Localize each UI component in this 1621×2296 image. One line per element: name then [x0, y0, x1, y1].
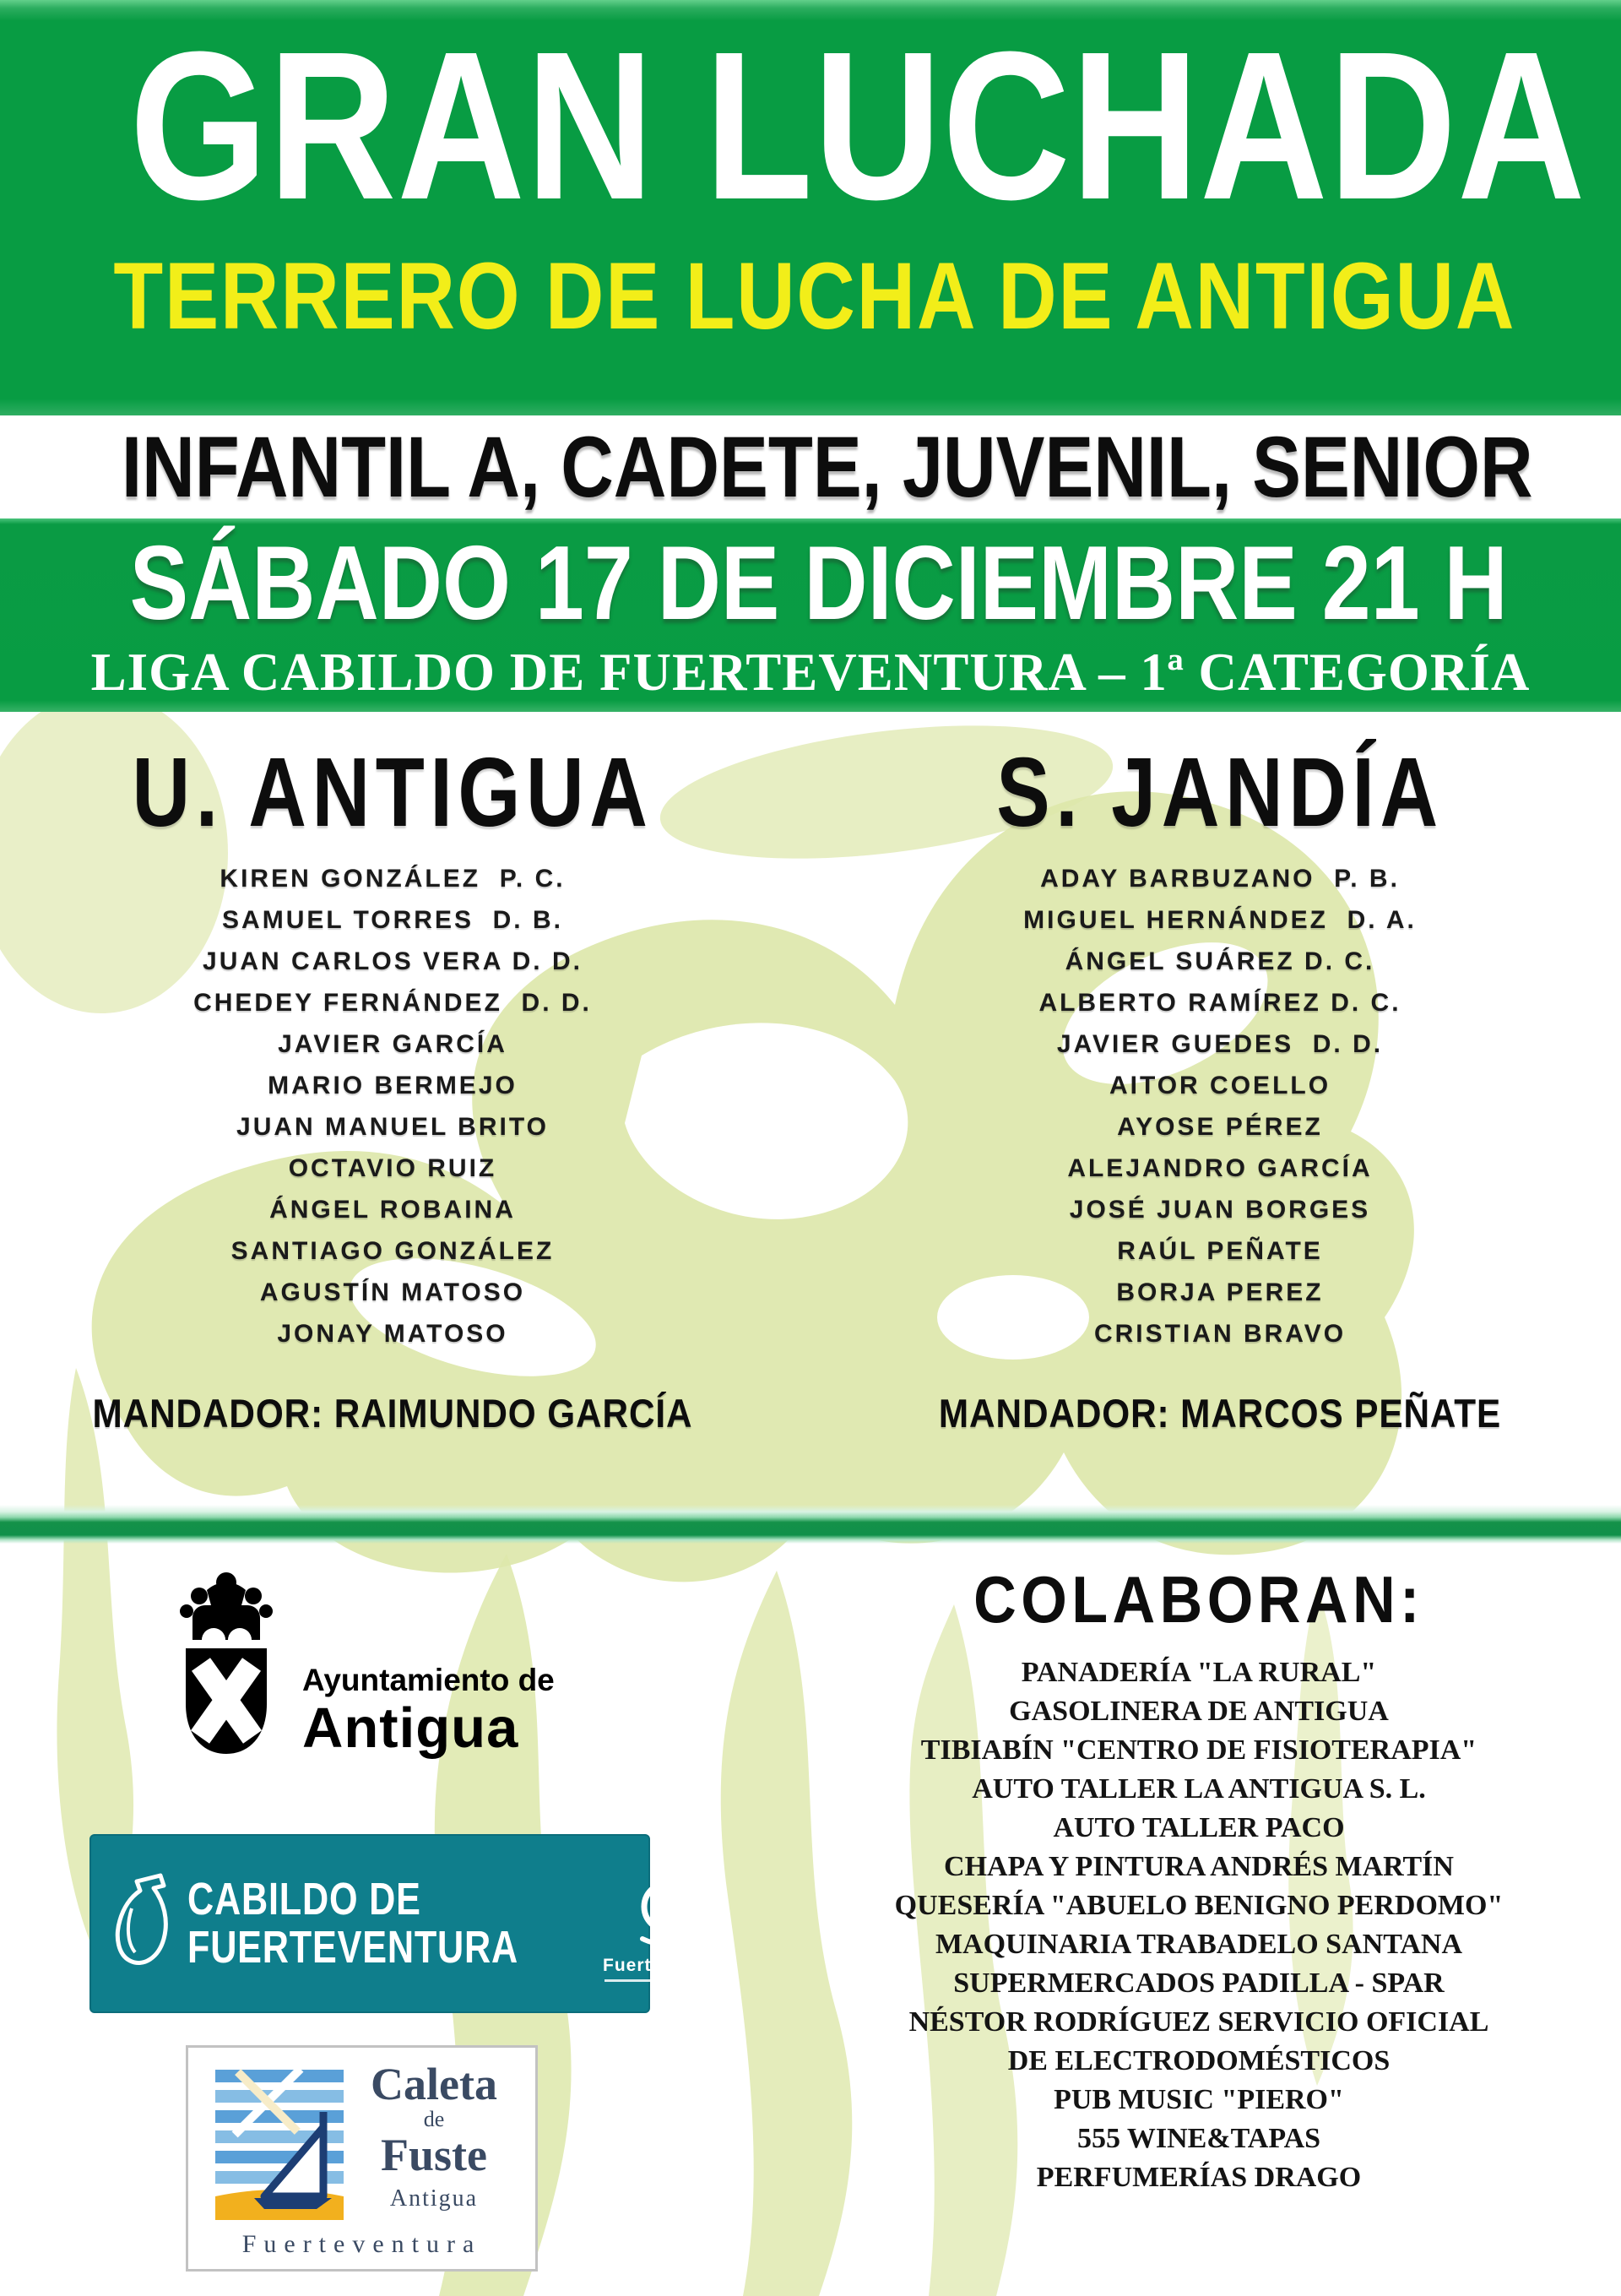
date-band	[0, 518, 1621, 712]
collaborator-item: MAQUINARIA TRABADELO SANTANA	[935, 1929, 1463, 1960]
collaborator-item: GASOLINERA DE ANTIGUA	[1009, 1696, 1389, 1727]
player-name: BORJA PEREZ	[1116, 1278, 1324, 1306]
ayuntamiento-antigua-logo	[167, 1562, 555, 1765]
fuerteventura-brand-subline	[604, 1979, 731, 1982]
player-name: SANTIAGO GONZÁLEZ	[230, 1237, 555, 1265]
cabildo-wordmark	[187, 1875, 518, 1972]
collaborator-item: DE ELECTRODOMÉSTICOS	[1007, 2045, 1391, 2076]
fuerteventura-brand	[603, 1866, 732, 1982]
team-antigua-mandador: MANDADOR: RAIMUNDO GARCÍA	[92, 1391, 693, 1436]
caleta-word-fuerteventura: Fuerteventura	[241, 2230, 482, 2258]
player-name: JOSÉ JUAN BORGES	[1069, 1196, 1371, 1224]
collaborator-item: PANADERÍA "LA RURAL"	[1021, 1657, 1377, 1688]
player-name: JAVIER GUEDES D. D.	[1056, 1030, 1384, 1058]
team-jandia-roster	[844, 858, 1596, 1354]
player-name: ALBERTO RAMÍREZ D. C.	[1038, 989, 1401, 1017]
collaborator-item: 555 WINE&TAPAS	[1076, 2123, 1321, 2154]
player-name: OCTAVIO RUIZ	[288, 1154, 497, 1182]
league-line: LIGA CABILDO DE FUERTEVENTURA – 1ª CATEGORÍA	[90, 643, 1531, 702]
collaborator-item: PUB MUSIC "PIERO"	[1054, 2084, 1344, 2115]
team-antigua-column	[17, 733, 768, 1436]
player-name: JUAN CARLOS VERA D. D.	[203, 947, 583, 975]
collaborator-item: QUESERÍA "ABUELO BENIGNO PERDOMO"	[894, 1890, 1504, 1921]
caleta-sail-icon	[215, 2068, 344, 2220]
fuerteventura-snail-icon	[627, 1866, 708, 1954]
divider-bar	[0, 1505, 1621, 1544]
collaborators-heading: COLABORAN:	[973, 1562, 1424, 1637]
player-name: CHEDEY FERNÁNDEZ D. D.	[193, 989, 592, 1017]
player-name: SAMUEL TORRES D. B.	[222, 906, 563, 934]
player-name: RAÚL PEÑATE	[1117, 1237, 1323, 1265]
player-name: ADAY BARBUZANO P. B.	[1040, 865, 1400, 893]
caleta-de-fuste-logo	[186, 2045, 538, 2272]
collaborator-item: AUTO TALLER PACO	[1053, 1812, 1345, 1843]
cabildo-crest-icon	[111, 1871, 174, 1976]
player-name: AITOR COELLO	[1109, 1072, 1331, 1099]
cabildo-fuerteventura-logo	[89, 1834, 733, 2013]
collaborator-item: TIBIABÍN "CENTRO DE FISIOTERAPIA"	[920, 1734, 1477, 1766]
collaborator-item: NÉSTOR RODRÍGUEZ SERVICIO OFICIAL	[908, 2006, 1489, 2038]
player-name: JAVIER GARCÍA	[278, 1030, 507, 1058]
categories-text: INFANTIL A, CADETE, JUVENIL, SENIOR	[122, 419, 1533, 515]
collaborators-list	[802, 1653, 1596, 2197]
player-name: ÁNGEL ROBAINA	[269, 1196, 516, 1224]
team-antigua-roster	[17, 858, 768, 1354]
player-name: JUAN MANUEL BRITO	[236, 1113, 549, 1141]
collaborator-item: CHAPA Y PINTURA ANDRÉS MARTÍN	[944, 1851, 1454, 1882]
player-name: ALEJANDRO GARCÍA	[1067, 1154, 1373, 1182]
categories-band	[0, 415, 1621, 518]
collaborator-item: AUTO TALLER LA ANTIGUA S. L.	[972, 1773, 1426, 1805]
player-name: KIREN GONZÁLEZ P. C.	[220, 865, 566, 893]
poster-title: GRAN LUCHADA	[129, 8, 1586, 243]
cabildo-line2: FUERTEVENTURA	[187, 1922, 519, 1973]
caleta-word-antigua: Antigua	[389, 2185, 479, 2212]
collaborator-item: PERFUMERÍAS DRAGO	[1036, 2162, 1362, 2193]
team-jandia-mandador: MANDADOR: MARCOS PEÑATE	[938, 1391, 1502, 1436]
caleta-wordmark	[354, 2060, 514, 2213]
team-antigua-name: U. ANTIGUA	[132, 737, 653, 847]
caleta-word-caleta: Caleta	[371, 2059, 497, 2109]
caleta-word-fuste: Fuste	[381, 2130, 487, 2180]
antigua-label: Antigua	[302, 1696, 519, 1760]
player-name: JONAY MATOSO	[277, 1320, 508, 1348]
event-datetime: SÁBADO 17 DE DICIEMBRE 21 H	[129, 525, 1508, 642]
cabildo-line1: CABILDO DE	[187, 1874, 421, 1924]
player-name: ÁNGEL SUÁREZ D. C.	[1065, 947, 1375, 975]
player-name: AYOSE PÉREZ	[1117, 1113, 1323, 1141]
player-name: MARIO BERMEJO	[268, 1072, 518, 1099]
player-name: CRISTIAN BRAVO	[1093, 1320, 1347, 1348]
player-name: MIGUEL HERNÁNDEZ D. A.	[1023, 906, 1417, 934]
poster-subtitle: TERRERO DE LUCHA DE ANTIGUA	[113, 243, 1516, 349]
team-jandia-column	[844, 733, 1596, 1436]
team-jandia-name: S. JANDÍA	[996, 737, 1444, 847]
ayuntamiento-label: Ayuntamiento de	[302, 1663, 555, 1697]
player-name: AGUSTÍN MATOSO	[259, 1278, 526, 1306]
collaborator-item: SUPERMERCADOS PADILLA - SPAR	[953, 1968, 1445, 1999]
header-band	[0, 0, 1621, 415]
caleta-word-de: de	[423, 2107, 445, 2131]
fuerteventura-brand-name: Fuerteventura	[603, 1955, 733, 1975]
collaborators-section	[802, 1564, 1596, 2197]
antigua-shield-icon	[167, 1562, 285, 1765]
